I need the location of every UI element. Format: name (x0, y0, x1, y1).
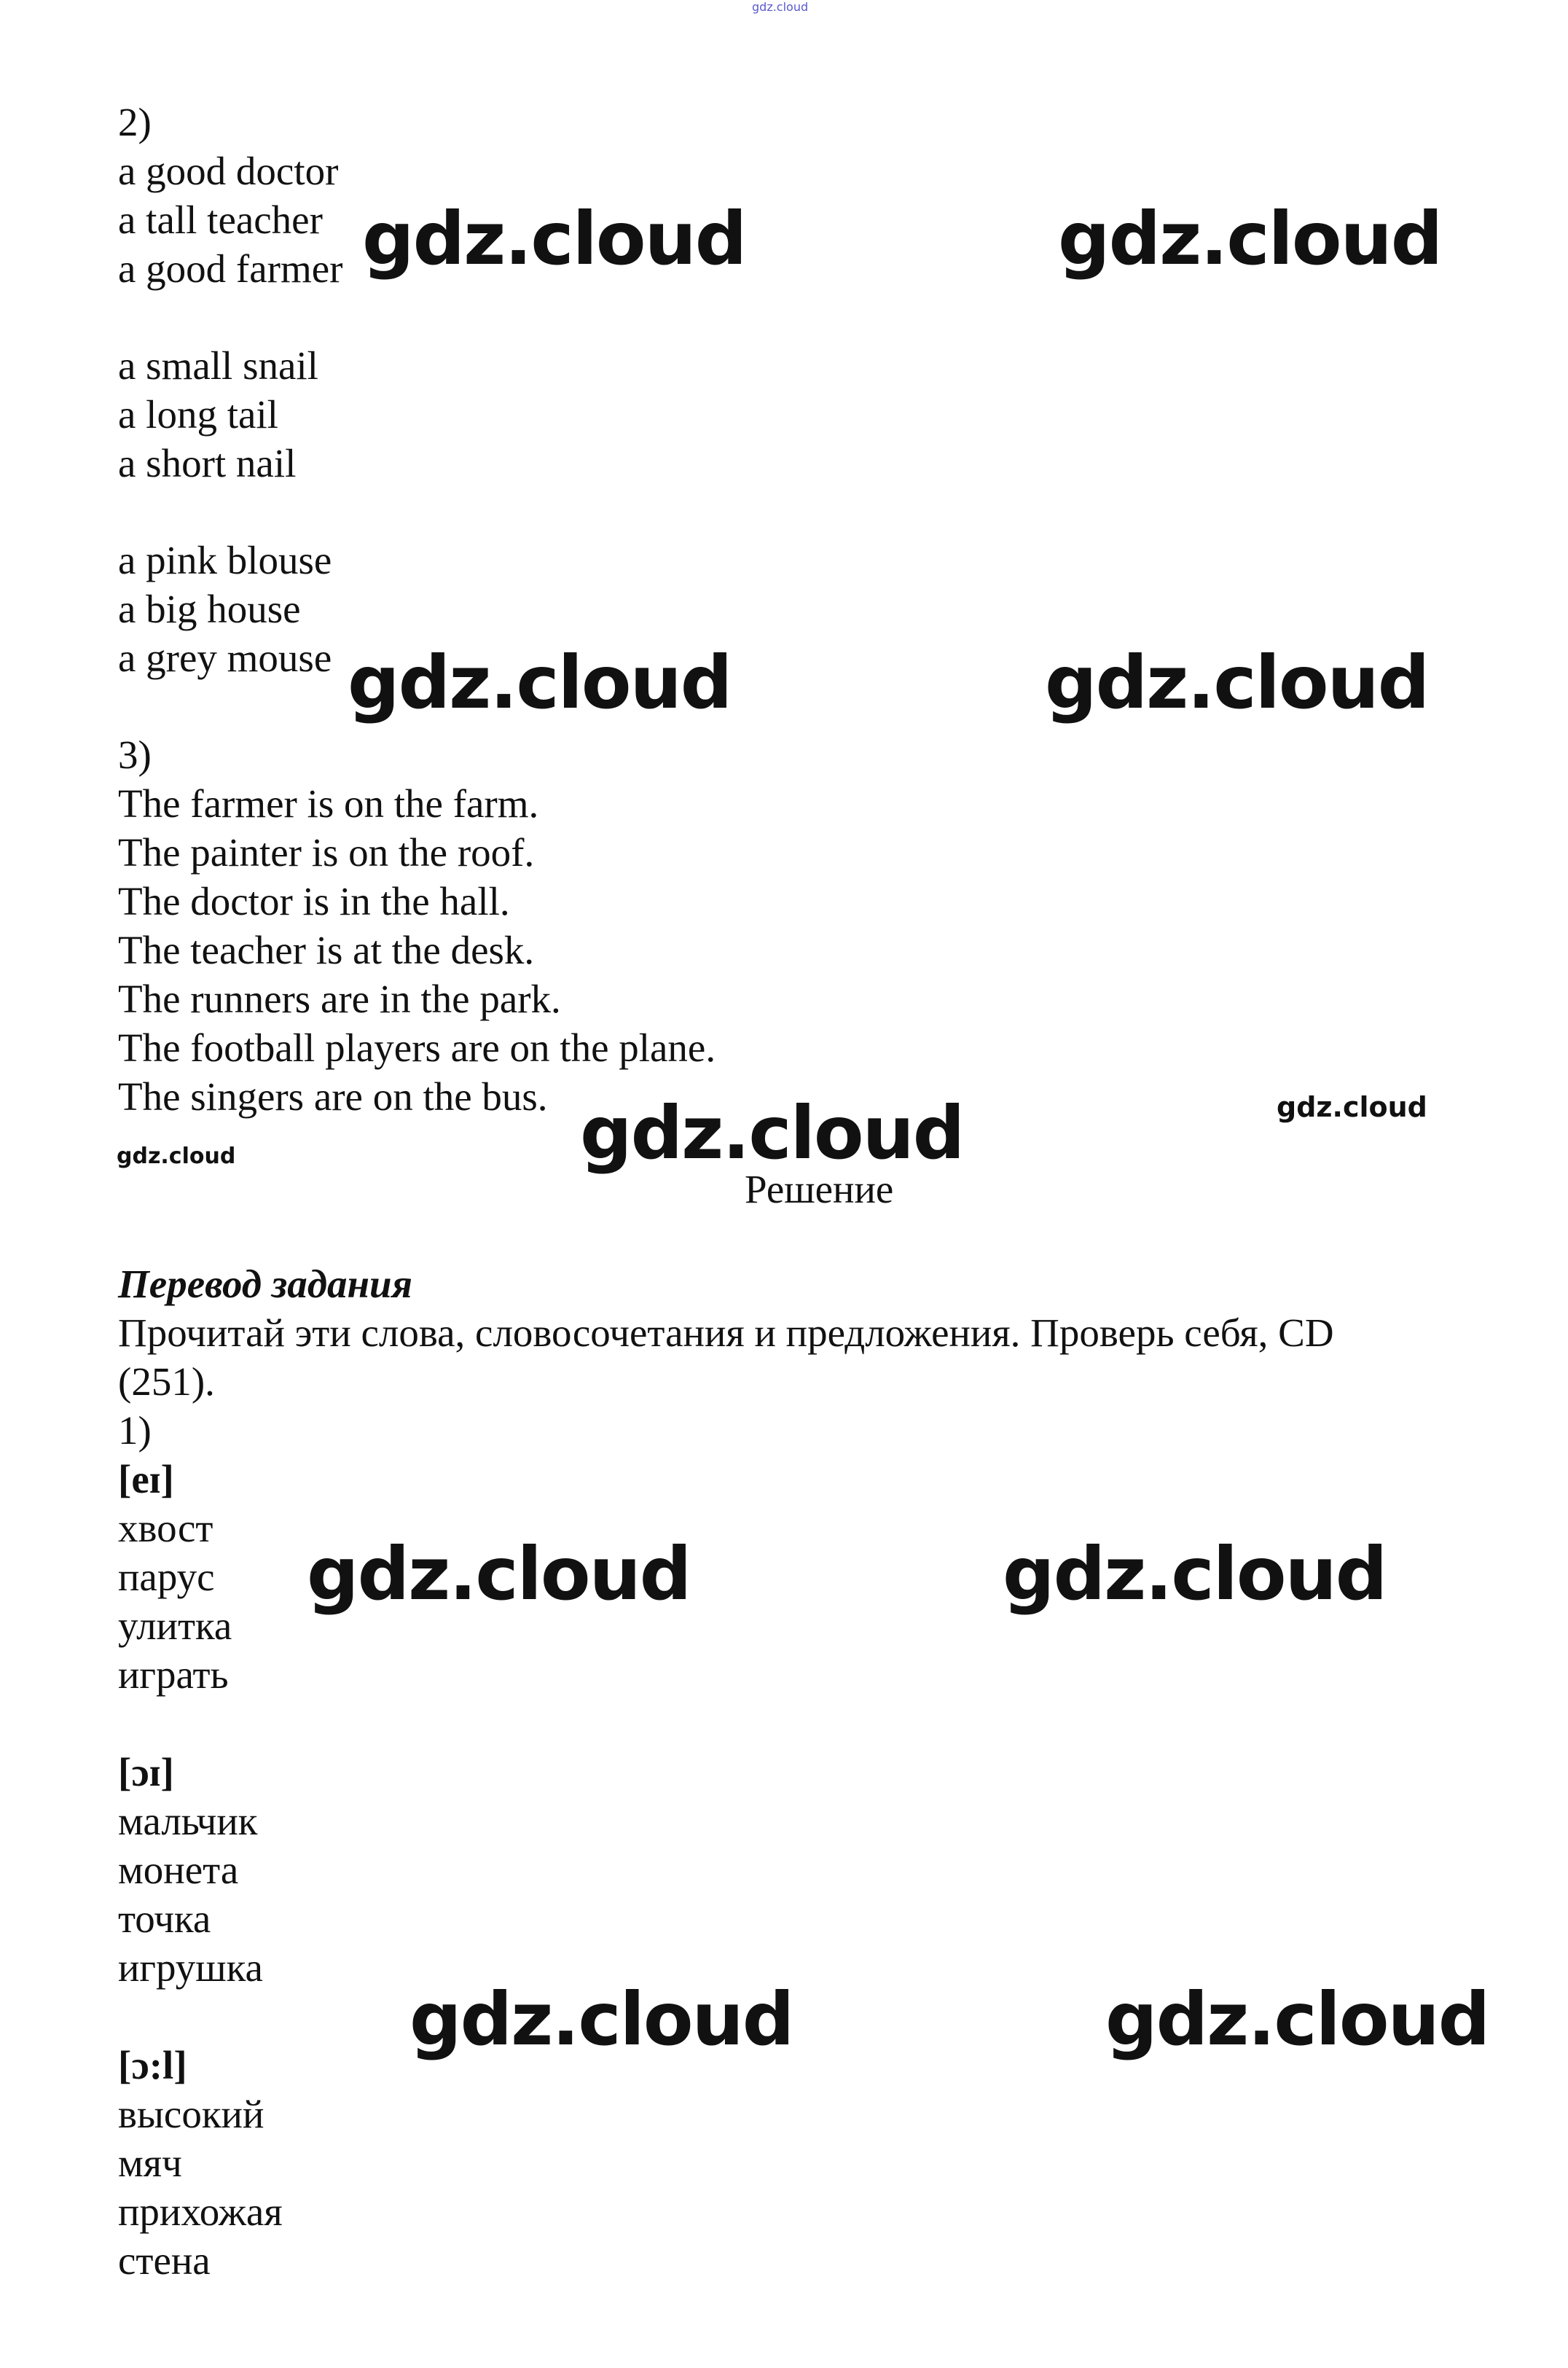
watermark: gdz.cloud (580, 1090, 964, 1176)
watermark: gdz.cloud (348, 640, 732, 725)
translation-instruction: Прочитай эти слова, словосочетания и предложения. Проверь себя, CD (118, 1310, 1334, 1355)
watermark: gdz.cloud (307, 1531, 691, 1617)
section2-phrase: a long tail (118, 392, 278, 437)
solution-label: Решение (745, 1167, 894, 1211)
section3-sentence: The farmer is on the farm. (118, 781, 539, 826)
translated-word: стена (118, 2238, 211, 2283)
translated-word: мальчик (118, 1799, 258, 1843)
translated-word: играть (118, 1652, 229, 1697)
section3-number: 3) (118, 732, 152, 777)
section3-sentence: The singers are on the bus. (118, 1074, 548, 1119)
section2-phrase: a short nail (118, 441, 297, 485)
top-watermark: gdz.cloud (752, 0, 809, 14)
sound-label: [ɔ:l] (118, 2043, 187, 2087)
section2-phrase: a big house (118, 587, 301, 631)
section3-sentence: The runners are in the park. (118, 977, 561, 1021)
translated-word: прихожая (118, 2189, 283, 2234)
section2-phrase: a grey mouse (118, 636, 332, 680)
watermark: gdz.cloud (1003, 1531, 1387, 1617)
sound-label: [ɔɪ] (118, 1750, 174, 1794)
section2-phrase: a small snail (118, 343, 318, 388)
translated-word: точка (118, 1896, 211, 1941)
translation-heading: Перевод задания (118, 1262, 412, 1306)
section2-phrase: a good doctor (118, 149, 339, 193)
section2-number: 2) (118, 100, 152, 144)
translation-part-number: 1) (118, 1408, 152, 1453)
translated-word: улитка (118, 1603, 232, 1648)
translated-word: парус (118, 1555, 215, 1599)
watermark-small: gdz.cloud (117, 1144, 236, 1169)
watermark: gdz.cloud (362, 196, 746, 281)
translated-word: высокий (118, 2092, 264, 2136)
translation-instruction-cont: (251). (118, 1359, 215, 1404)
section3-sentence: The doctor is in the hall. (118, 879, 510, 923)
section3-sentence: The painter is on the roof. (118, 830, 535, 875)
watermark: gdz.cloud (409, 1977, 793, 2062)
section2-phrase: a tall teacher (118, 198, 323, 242)
sound-label: [eɪ] (118, 1457, 174, 1501)
watermark: gdz.cloud (1058, 196, 1442, 281)
translated-word: хвост (118, 1506, 213, 1550)
section3-sentence: The football players are on the plane. (118, 1025, 716, 1070)
watermark-small: gdz.cloud (1277, 1091, 1427, 1123)
section2-phrase: a pink blouse (118, 538, 332, 582)
section2-phrase: a good farmer (118, 246, 343, 291)
translated-word: мяч (118, 2141, 182, 2185)
section3-sentence: The teacher is at the desk. (118, 928, 535, 972)
translated-word: игрушка (118, 1945, 263, 1990)
watermark: gdz.cloud (1045, 640, 1429, 725)
translated-word: монета (118, 1848, 239, 1892)
watermark: gdz.cloud (1105, 1977, 1489, 2062)
